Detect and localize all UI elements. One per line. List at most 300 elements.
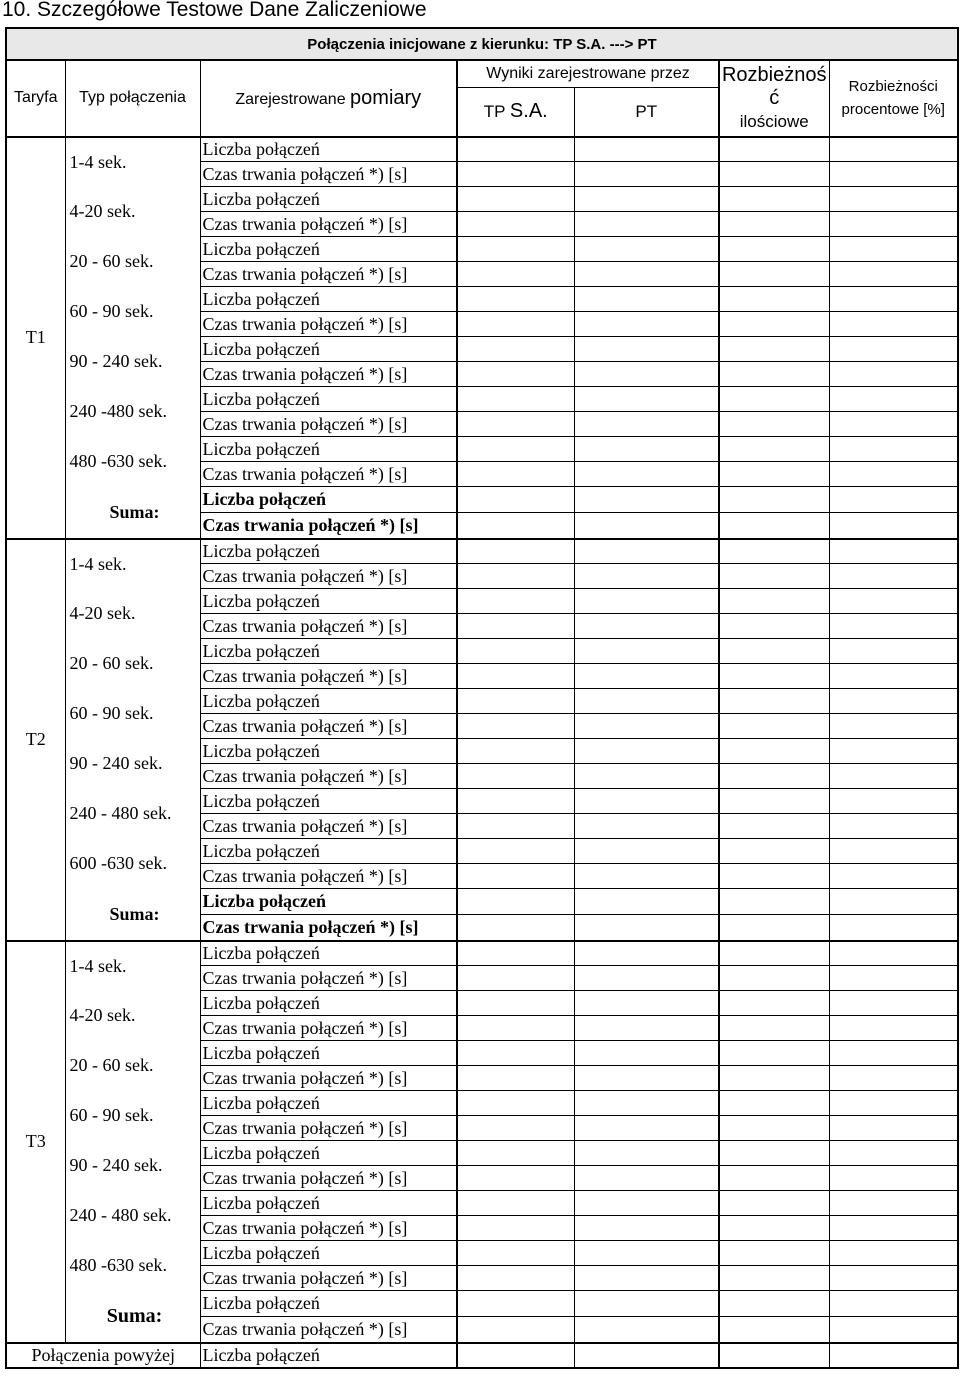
data-input-cell[interactable] bbox=[574, 412, 719, 437]
data-input-cell[interactable] bbox=[574, 1216, 719, 1241]
data-input-cell[interactable] bbox=[719, 513, 829, 539]
data-input-cell[interactable] bbox=[574, 462, 719, 487]
direction-banner: Połączenia inicjowane z kierunku: TP S.A. ---> PT bbox=[6, 28, 958, 60]
data-input-cell[interactable] bbox=[719, 714, 829, 739]
table-row bbox=[6, 187, 958, 212]
czas-trwania-label: Czas trwania połączeń *) [s] bbox=[200, 262, 457, 287]
data-input-cell[interactable] bbox=[829, 714, 958, 739]
duration-range: 90 - 240 sek. bbox=[65, 1141, 200, 1191]
data-input-cell[interactable] bbox=[574, 1266, 719, 1291]
data-input-cell[interactable] bbox=[829, 1041, 958, 1066]
liczba-polaczen-label: Liczba połączeń bbox=[200, 1343, 457, 1368]
data-input-cell[interactable] bbox=[719, 362, 829, 387]
data-input-cell[interactable] bbox=[574, 839, 719, 864]
data-input-cell[interactable] bbox=[574, 564, 719, 589]
data-input-cell[interactable] bbox=[829, 764, 958, 789]
data-input-cell[interactable] bbox=[457, 589, 574, 614]
suma-czas-label: Czas trwania połączeń *) [s] bbox=[200, 513, 457, 539]
suma-liczba-label: Liczba połączeń bbox=[200, 889, 457, 915]
data-input-cell[interactable] bbox=[457, 287, 574, 312]
suma-row bbox=[6, 889, 958, 915]
data-input-cell[interactable] bbox=[457, 262, 574, 287]
data-input-cell[interactable] bbox=[829, 589, 958, 614]
data-input-cell[interactable] bbox=[457, 991, 574, 1016]
data-input-cell[interactable] bbox=[719, 337, 829, 362]
data-input-cell[interactable] bbox=[719, 1317, 829, 1343]
data-input-cell[interactable] bbox=[574, 513, 719, 539]
czas-trwania-label: Czas trwania połączeń *) [s] bbox=[200, 614, 457, 639]
data-input-cell[interactable] bbox=[829, 889, 958, 915]
data-input-cell[interactable] bbox=[829, 1016, 958, 1041]
table-row bbox=[6, 991, 958, 1016]
data-input-cell[interactable] bbox=[574, 212, 719, 237]
data-input-cell[interactable] bbox=[719, 1291, 829, 1317]
data-input-cell[interactable] bbox=[719, 1241, 829, 1266]
duration-range: 20 - 60 sek. bbox=[65, 1041, 200, 1091]
data-input-cell[interactable] bbox=[829, 187, 958, 212]
data-input-cell[interactable] bbox=[719, 187, 829, 212]
data-input-cell[interactable] bbox=[457, 337, 574, 362]
czas-trwania-label: Czas trwania połączeń *) [s] bbox=[200, 564, 457, 589]
data-input-cell[interactable] bbox=[574, 437, 719, 462]
data-input-cell[interactable] bbox=[457, 1091, 574, 1116]
data-input-cell[interactable] bbox=[457, 789, 574, 814]
data-input-cell[interactable] bbox=[574, 941, 719, 966]
data-input-cell[interactable] bbox=[829, 839, 958, 864]
table-row bbox=[6, 387, 958, 412]
data-input-cell[interactable] bbox=[457, 513, 574, 539]
table-row bbox=[6, 1041, 958, 1066]
data-input-cell[interactable] bbox=[574, 889, 719, 915]
duration-range: 60 - 90 sek. bbox=[65, 689, 200, 739]
data-input-cell[interactable] bbox=[574, 1016, 719, 1041]
data-input-cell[interactable] bbox=[574, 312, 719, 337]
data-input-cell[interactable] bbox=[574, 287, 719, 312]
data-input-cell[interactable] bbox=[829, 1116, 958, 1141]
data-input-cell[interactable] bbox=[829, 539, 958, 564]
data-input-cell[interactable] bbox=[457, 1116, 574, 1141]
suma-liczba-label: Liczba połączeń bbox=[200, 487, 457, 513]
data-input-cell[interactable] bbox=[719, 991, 829, 1016]
table-row bbox=[6, 1091, 958, 1116]
data-input-cell[interactable] bbox=[829, 237, 958, 262]
table-row bbox=[6, 437, 958, 462]
data-input-cell[interactable] bbox=[829, 412, 958, 437]
duration-range: 600 -630 sek. bbox=[65, 839, 200, 889]
liczba-polaczen-label: Liczba połączeń bbox=[200, 539, 457, 564]
data-input-cell[interactable] bbox=[719, 1216, 829, 1241]
duration-range: 4-20 sek. bbox=[65, 991, 200, 1041]
suma-label: Suma: bbox=[65, 889, 200, 941]
polaczenia-powyzej-label: Połączenia powyżej bbox=[6, 1343, 200, 1368]
data-input-cell[interactable] bbox=[719, 237, 829, 262]
data-input-cell[interactable] bbox=[829, 1343, 958, 1368]
data-input-cell[interactable] bbox=[829, 689, 958, 714]
data-input-cell[interactable] bbox=[457, 614, 574, 639]
data-input-cell[interactable] bbox=[829, 814, 958, 839]
liczba-polaczen-label: Liczba połączeń bbox=[200, 739, 457, 764]
data-input-cell[interactable] bbox=[719, 689, 829, 714]
liczba-polaczen-label: Liczba połączeń bbox=[200, 1191, 457, 1216]
table-row bbox=[6, 539, 958, 564]
czas-trwania-label: Czas trwania połączeń *) [s] bbox=[200, 764, 457, 789]
data-input-cell[interactable] bbox=[457, 412, 574, 437]
data-input-cell[interactable] bbox=[457, 915, 574, 941]
duration-range: 480 -630 sek. bbox=[65, 437, 200, 487]
data-input-cell[interactable] bbox=[574, 789, 719, 814]
data-input-cell[interactable] bbox=[829, 1317, 958, 1343]
data-input-cell[interactable] bbox=[574, 1091, 719, 1116]
table-row bbox=[6, 789, 958, 814]
data-input-cell[interactable] bbox=[574, 864, 719, 889]
data-input-cell[interactable] bbox=[719, 941, 829, 966]
czas-trwania-label: Czas trwania połączeń *) [s] bbox=[200, 1116, 457, 1141]
data-input-cell[interactable] bbox=[719, 639, 829, 664]
data-input-cell[interactable] bbox=[719, 739, 829, 764]
duration-range: 60 - 90 sek. bbox=[65, 287, 200, 337]
czas-trwania-label: Czas trwania połączeń *) [s] bbox=[200, 1066, 457, 1091]
data-input-cell[interactable] bbox=[829, 941, 958, 966]
liczba-polaczen-label: Liczba połączeń bbox=[200, 1041, 457, 1066]
data-input-cell[interactable] bbox=[574, 589, 719, 614]
czas-trwania-label: Czas trwania połączeń *) [s] bbox=[200, 212, 457, 237]
data-input-cell[interactable] bbox=[719, 1091, 829, 1116]
liczba-polaczen-label: Liczba połączeń bbox=[200, 137, 457, 162]
suma-label: Suma: bbox=[65, 487, 200, 539]
table-row bbox=[6, 237, 958, 262]
data-input-cell[interactable] bbox=[574, 137, 719, 162]
data-input-cell[interactable] bbox=[457, 941, 574, 966]
data-input-cell[interactable] bbox=[574, 814, 719, 839]
suma-czas-label: Czas trwania połączeń *) [s] bbox=[200, 915, 457, 941]
liczba-polaczen-label: Liczba połączeń bbox=[200, 689, 457, 714]
data-input-cell[interactable] bbox=[457, 1317, 574, 1343]
data-input-cell[interactable] bbox=[574, 764, 719, 789]
duration-range: 240 - 480 sek. bbox=[65, 1191, 200, 1241]
data-input-cell[interactable] bbox=[457, 739, 574, 764]
data-input-cell[interactable] bbox=[719, 162, 829, 187]
duration-range: 240 - 480 sek. bbox=[65, 789, 200, 839]
data-input-cell[interactable] bbox=[719, 462, 829, 487]
czas-trwania-label: Czas trwania połączeń *) [s] bbox=[200, 1016, 457, 1041]
table-row bbox=[6, 839, 958, 864]
data-input-cell[interactable] bbox=[574, 991, 719, 1016]
pt-header: PT bbox=[574, 88, 719, 137]
data-input-cell[interactable] bbox=[829, 287, 958, 312]
data-input-cell[interactable] bbox=[457, 312, 574, 337]
data-input-cell[interactable] bbox=[574, 915, 719, 941]
data-input-cell[interactable] bbox=[719, 137, 829, 162]
data-input-cell[interactable] bbox=[719, 387, 829, 412]
data-input-cell[interactable] bbox=[457, 187, 574, 212]
data-input-cell[interactable] bbox=[574, 1066, 719, 1091]
data-input-cell[interactable] bbox=[457, 1241, 574, 1266]
czas-trwania-label: Czas trwania połączeń *) [s] bbox=[200, 412, 457, 437]
data-input-cell[interactable] bbox=[574, 237, 719, 262]
data-input-cell[interactable] bbox=[829, 162, 958, 187]
table-body bbox=[6, 137, 958, 1368]
data-input-cell[interactable] bbox=[829, 1091, 958, 1116]
data-input-cell[interactable] bbox=[719, 1066, 829, 1091]
data-input-cell[interactable] bbox=[719, 864, 829, 889]
data-input-cell[interactable] bbox=[574, 539, 719, 564]
duration-range: 1-4 sek. bbox=[65, 539, 200, 589]
data-input-cell[interactable] bbox=[574, 1291, 719, 1317]
duration-range: 480 -630 sek. bbox=[65, 1241, 200, 1291]
tp-sa-header bbox=[457, 88, 574, 137]
data-input-cell[interactable] bbox=[719, 915, 829, 941]
czas-trwania-label: Czas trwania połączeń *) [s] bbox=[200, 814, 457, 839]
liczba-polaczen-label: Liczba połączeń bbox=[200, 991, 457, 1016]
duration-range: 240 -480 sek. bbox=[65, 387, 200, 437]
suma-liczba-label: Liczba połączeń bbox=[200, 1291, 457, 1317]
data-input-cell[interactable] bbox=[719, 1041, 829, 1066]
data-input-cell[interactable] bbox=[719, 262, 829, 287]
table-row bbox=[6, 287, 958, 312]
liczba-polaczen-label: Liczba połączeń bbox=[200, 789, 457, 814]
data-input-cell[interactable] bbox=[457, 237, 574, 262]
data-input-cell[interactable] bbox=[457, 639, 574, 664]
data-input-cell[interactable] bbox=[829, 1066, 958, 1091]
data-input-cell[interactable] bbox=[574, 187, 719, 212]
data-input-cell[interactable] bbox=[829, 1166, 958, 1191]
data-input-cell[interactable] bbox=[574, 1317, 719, 1343]
data-input-cell[interactable] bbox=[719, 889, 829, 915]
data-input-cell[interactable] bbox=[574, 1191, 719, 1216]
data-input-cell[interactable] bbox=[829, 262, 958, 287]
data-input-cell[interactable] bbox=[829, 362, 958, 387]
duration-range: 90 - 240 sek. bbox=[65, 739, 200, 789]
data-input-cell[interactable] bbox=[574, 664, 719, 689]
czas-trwania-label: Czas trwania połączeń *) [s] bbox=[200, 1216, 457, 1241]
data-input-cell[interactable] bbox=[457, 437, 574, 462]
data-input-cell[interactable] bbox=[719, 1343, 829, 1368]
data-input-cell[interactable] bbox=[457, 889, 574, 915]
data-input-cell[interactable] bbox=[829, 1191, 958, 1216]
data-input-cell[interactable] bbox=[457, 387, 574, 412]
data-input-cell[interactable] bbox=[719, 814, 829, 839]
data-input-cell[interactable] bbox=[574, 1343, 719, 1368]
taryfa-cell: T2 bbox=[6, 539, 65, 941]
data-input-cell[interactable] bbox=[719, 312, 829, 337]
data-input-cell[interactable] bbox=[457, 714, 574, 739]
data-input-cell[interactable] bbox=[574, 714, 719, 739]
duration-range: 4-20 sek. bbox=[65, 187, 200, 237]
data-input-cell[interactable] bbox=[719, 1141, 829, 1166]
typ-polaczenia-header: Typ połączenia bbox=[65, 60, 200, 137]
liczba-polaczen-label: Liczba połączeń bbox=[200, 237, 457, 262]
table-row bbox=[6, 1241, 958, 1266]
data-input-cell[interactable] bbox=[574, 337, 719, 362]
data-input-cell[interactable] bbox=[457, 1166, 574, 1191]
data-input-cell[interactable] bbox=[457, 664, 574, 689]
data-input-cell[interactable] bbox=[719, 437, 829, 462]
data-input-cell[interactable] bbox=[719, 966, 829, 991]
data-input-cell[interactable] bbox=[719, 1191, 829, 1216]
data-input-cell[interactable] bbox=[829, 966, 958, 991]
data-input-cell[interactable] bbox=[829, 487, 958, 513]
liczba-polaczen-label: Liczba połączeń bbox=[200, 1091, 457, 1116]
data-input-cell[interactable] bbox=[719, 614, 829, 639]
table-row bbox=[6, 639, 958, 664]
data-input-cell[interactable] bbox=[829, 564, 958, 589]
data-input-cell[interactable] bbox=[829, 337, 958, 362]
data-input-cell[interactable] bbox=[457, 1343, 574, 1368]
data-input-cell[interactable] bbox=[457, 362, 574, 387]
data-input-cell[interactable] bbox=[829, 639, 958, 664]
data-input-cell[interactable] bbox=[719, 839, 829, 864]
table-row bbox=[6, 589, 958, 614]
data-input-cell[interactable] bbox=[719, 764, 829, 789]
data-input-cell[interactable] bbox=[829, 664, 958, 689]
data-input-cell[interactable] bbox=[457, 212, 574, 237]
rozbieznosci-ilosciowe-header bbox=[719, 60, 829, 137]
data-input-cell[interactable] bbox=[457, 1216, 574, 1241]
data-input-cell[interactable] bbox=[829, 1216, 958, 1241]
liczba-polaczen-label: Liczba połączeń bbox=[200, 1241, 457, 1266]
data-input-cell[interactable] bbox=[829, 137, 958, 162]
data-input-cell[interactable] bbox=[829, 915, 958, 941]
wyniki-header: Wyniki zarejestrowane przez bbox=[457, 60, 719, 88]
data-input-cell[interactable] bbox=[457, 764, 574, 789]
duration-range: 60 - 90 sek. bbox=[65, 1091, 200, 1141]
data-input-cell[interactable] bbox=[574, 262, 719, 287]
data-input-cell[interactable] bbox=[574, 614, 719, 639]
data-input-cell[interactable] bbox=[457, 839, 574, 864]
tp-label: TP bbox=[483, 102, 510, 122]
data-input-cell[interactable] bbox=[574, 1241, 719, 1266]
data-input-cell[interactable] bbox=[829, 864, 958, 889]
data-input-cell[interactable] bbox=[457, 1016, 574, 1041]
czas-trwania-label: Czas trwania połączeń *) [s] bbox=[200, 312, 457, 337]
czas-trwania-label: Czas trwania połączeń *) [s] bbox=[200, 462, 457, 487]
suma-row bbox=[6, 1291, 958, 1317]
duration-range: 20 - 60 sek. bbox=[65, 639, 200, 689]
liczba-polaczen-label: Liczba połączeń bbox=[200, 639, 457, 664]
duration-range: 90 - 240 sek. bbox=[65, 337, 200, 387]
data-input-cell[interactable] bbox=[457, 1066, 574, 1091]
data-input-cell[interactable] bbox=[574, 1166, 719, 1191]
suma-czas-label: Czas trwania połączeń *) [s] bbox=[200, 1317, 457, 1343]
data-input-cell[interactable] bbox=[719, 287, 829, 312]
data-input-cell[interactable] bbox=[574, 739, 719, 764]
data-input-cell[interactable] bbox=[719, 589, 829, 614]
data-input-cell[interactable] bbox=[574, 966, 719, 991]
data-input-cell[interactable] bbox=[574, 1041, 719, 1066]
data-input-cell[interactable] bbox=[574, 387, 719, 412]
table-row bbox=[6, 1191, 958, 1216]
data-input-cell[interactable] bbox=[719, 1016, 829, 1041]
data-input-cell[interactable] bbox=[829, 614, 958, 639]
liczba-polaczen-label: Liczba połączeń bbox=[200, 941, 457, 966]
duration-range: 20 - 60 sek. bbox=[65, 237, 200, 287]
zarejestrowane-pomiary-header bbox=[200, 60, 457, 137]
czas-trwania-label: Czas trwania połączeń *) [s] bbox=[200, 1166, 457, 1191]
pomiary-label: pomiary bbox=[350, 86, 422, 109]
taryfa-cell: T3 bbox=[6, 941, 65, 1343]
liczba-polaczen-label: Liczba połączeń bbox=[200, 337, 457, 362]
czas-trwania-label: Czas trwania połączeń *) [s] bbox=[200, 1266, 457, 1291]
data-input-cell[interactable] bbox=[457, 564, 574, 589]
data-input-cell[interactable] bbox=[829, 1266, 958, 1291]
taryfa-cell: T1 bbox=[6, 137, 65, 539]
data-input-cell[interactable] bbox=[574, 1116, 719, 1141]
data-input-cell[interactable] bbox=[457, 814, 574, 839]
data-input-cell[interactable] bbox=[719, 1116, 829, 1141]
data-input-cell[interactable] bbox=[829, 1241, 958, 1266]
data-input-cell[interactable] bbox=[457, 689, 574, 714]
duration-range: 1-4 sek. bbox=[65, 941, 200, 991]
data-input-cell[interactable] bbox=[457, 162, 574, 187]
data-input-cell[interactable] bbox=[719, 539, 829, 564]
data-input-cell[interactable] bbox=[574, 162, 719, 187]
czas-trwania-label: Czas trwania połączeń *) [s] bbox=[200, 864, 457, 889]
suma-label: Suma: bbox=[65, 1291, 200, 1343]
data-input-cell[interactable] bbox=[829, 312, 958, 337]
data-input-cell[interactable] bbox=[457, 864, 574, 889]
table-row bbox=[6, 137, 958, 162]
procentowe-line1: Rozbieżności bbox=[848, 78, 938, 96]
data-input-cell[interactable] bbox=[457, 1141, 574, 1166]
data-input-cell[interactable] bbox=[574, 639, 719, 664]
table-row bbox=[6, 739, 958, 764]
data-input-cell[interactable] bbox=[829, 1291, 958, 1317]
data-input-cell[interactable] bbox=[719, 564, 829, 589]
data-input-cell[interactable] bbox=[457, 1191, 574, 1216]
data-input-cell[interactable] bbox=[574, 689, 719, 714]
data-input-cell[interactable] bbox=[457, 1291, 574, 1317]
data-input-cell[interactable] bbox=[457, 1266, 574, 1291]
data-input-cell[interactable] bbox=[829, 462, 958, 487]
test-data-table bbox=[5, 27, 959, 1369]
data-input-cell[interactable] bbox=[829, 739, 958, 764]
data-input-cell[interactable] bbox=[574, 362, 719, 387]
liczba-polaczen-label: Liczba połączeń bbox=[200, 437, 457, 462]
procentowe-line2: procentowe [%] bbox=[841, 101, 945, 119]
liczba-polaczen-label: Liczba połączeń bbox=[200, 839, 457, 864]
data-input-cell[interactable] bbox=[829, 387, 958, 412]
data-input-cell[interactable] bbox=[719, 1266, 829, 1291]
data-input-cell[interactable] bbox=[829, 212, 958, 237]
page-title: 10. Szczegółowe Testowe Dane Zaliczeniowe bbox=[2, 0, 427, 21]
data-input-cell[interactable] bbox=[829, 991, 958, 1016]
data-input-cell[interactable] bbox=[457, 462, 574, 487]
data-input-cell[interactable] bbox=[829, 513, 958, 539]
zarejestrowane-label: Zarejestrowane bbox=[235, 90, 351, 108]
czas-trwania-label: Czas trwania połączeń *) [s] bbox=[200, 966, 457, 991]
data-input-cell[interactable] bbox=[457, 539, 574, 564]
data-input-cell[interactable] bbox=[719, 412, 829, 437]
data-input-cell[interactable] bbox=[574, 1141, 719, 1166]
data-input-cell[interactable] bbox=[719, 664, 829, 689]
data-input-cell[interactable] bbox=[829, 1141, 958, 1166]
data-input-cell[interactable] bbox=[457, 487, 574, 513]
data-input-cell[interactable] bbox=[457, 966, 574, 991]
data-input-cell[interactable] bbox=[719, 487, 829, 513]
data-input-cell[interactable] bbox=[719, 212, 829, 237]
data-input-cell[interactable] bbox=[719, 1166, 829, 1191]
data-input-cell[interactable] bbox=[457, 137, 574, 162]
data-input-cell[interactable] bbox=[719, 789, 829, 814]
data-input-cell[interactable] bbox=[829, 437, 958, 462]
data-input-cell[interactable] bbox=[574, 487, 719, 513]
data-input-cell[interactable] bbox=[457, 1041, 574, 1066]
czas-trwania-label: Czas trwania połączeń *) [s] bbox=[200, 714, 457, 739]
data-input-cell[interactable] bbox=[829, 789, 958, 814]
duration-range: 1-4 sek. bbox=[65, 137, 200, 187]
duration-range: 4-20 sek. bbox=[65, 589, 200, 639]
liczba-polaczen-label: Liczba połączeń bbox=[200, 1141, 457, 1166]
